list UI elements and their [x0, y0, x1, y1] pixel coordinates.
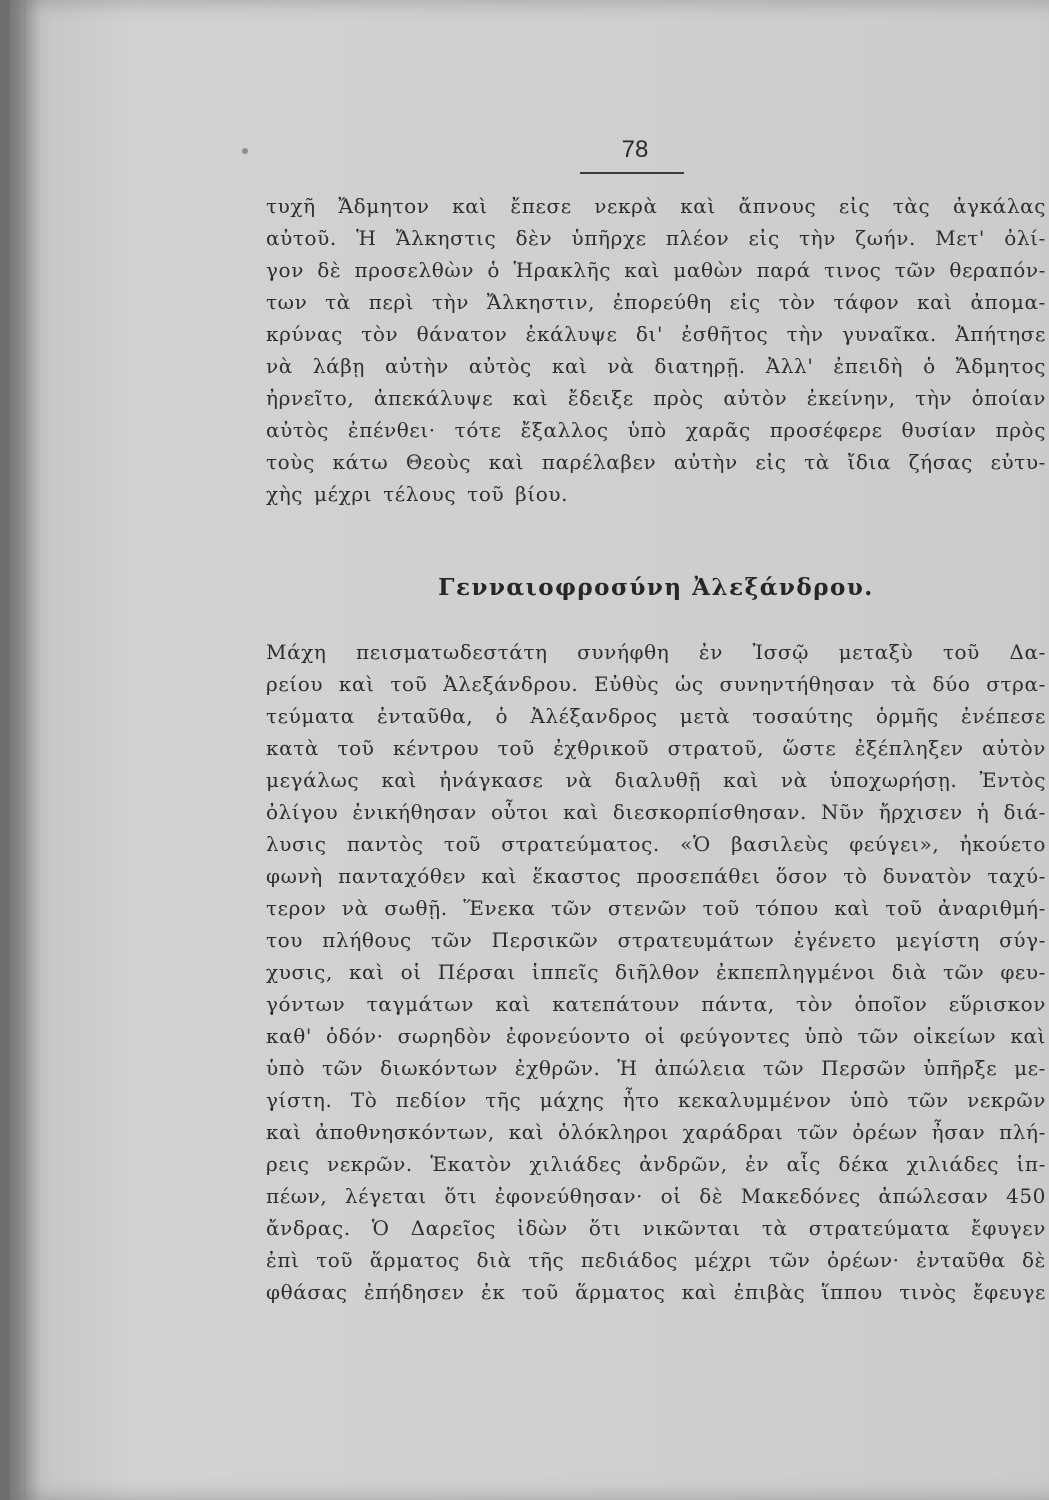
page-speck: [242, 148, 248, 154]
section-heading: Γενναιοφροσύνη Ἀλεξάνδρου.: [438, 574, 874, 601]
text-line: ἐπὶ τοῦ ἅρματος διὰ τῆς πεδιάδος μέχρι τῶν ὀρέων· ἐνταῦθα δὲ: [266, 1248, 1046, 1272]
text-line: χὴς μέχρι τέλους τοῦ βίου.: [266, 482, 569, 506]
text-line: μεγάλως καὶ ἠνάγκασε νὰ διαλυθῇ καὶ νὰ ὑποχωρήσῃ. Ἐντὸς: [266, 768, 1046, 792]
text-line: κρύνας τὸν θάνατον ἐκάλυψε δι' ἐσθῆτος τὴν γυναῖκα. Ἀπήτησε: [266, 322, 1046, 346]
text-line: ἠρνεῖτο, ἀπεκάλυψε καὶ ἔδειξε πρὸς αὐτὸν ἐκείνην, τὴν ὁποίαν: [266, 386, 1046, 410]
book-page: [10, 0, 1049, 1500]
text-line: ρείου καὶ τοῦ Ἀλεξάνδρου. Εὐθὺς ὡς συνηντήθησαν τὰ δύο στρα-: [266, 672, 1046, 696]
text-line: ἄνδρας. Ὁ Δαρεῖος ἰδὼν ὅτι νικῶνται τὰ στρατεύματα ἔφυγεν: [266, 1216, 1046, 1240]
paragraph-alcestis: [266, 190, 1046, 510]
text-line: χυσις, καὶ οἱ Πέρσαι ἱππεῖς διῆλθον ἐκπεπληγμένοι διὰ τῶν φευ-: [266, 960, 1046, 984]
text-line: αὐτοῦ. Ἡ Ἄλκηστις δὲν ὑπῆρχε πλέον εἰς τὴν ζωήν. Μετ' ὀλί-: [266, 226, 1046, 250]
text-line: καὶ ἀποθνησκόντων, καὶ ὁλόκληροι χαράδραι τῶν ὀρέων ἦσαν πλή-: [266, 1120, 1046, 1144]
page-number-underline: [580, 172, 684, 174]
text-line: πέων, λέγεται ὅτι ἐφονεύθησαν· οἱ δὲ Μακεδόνες ἀπώλεσαν 450: [266, 1184, 1046, 1208]
text-line: αὐτὸς ἐπένθει· τότε ἔξαλλος ὑπὸ χαρᾶς προσέφερε θυσίαν πρὸς: [266, 418, 1046, 442]
text-line: τοὺς κάτω Θεοὺς καὶ παρέλαβεν αὐτὴν εἰς τὰ ἴδια ζήσας εὐτυ-: [266, 450, 1046, 474]
text-line: νὰ λάβῃ αὐτὴν αὐτὸς καὶ νὰ διατηρῇ. Ἀλλ' ἐπειδὴ ὁ Ἄδμητος: [266, 354, 1046, 378]
text-line: τερον νὰ σωθῇ. Ἕνεκα τῶν στενῶν τοῦ τόπου καὶ τοῦ ἀναριθμή-: [266, 896, 1046, 920]
text-line: τεύματα ἐνταῦθα, ὁ Ἀλέξανδρος μετὰ τοσαύτης ὁρμῆς ἐνέπεσε: [266, 704, 1046, 728]
page-number: 78: [621, 136, 649, 163]
text-line: ρεις νεκρῶν. Ἑκατὸν χιλιάδες ἀνδρῶν, ἐν αἷς δέκα χιλιάδες ἱπ-: [266, 1152, 1046, 1176]
paragraph-alexander: [266, 636, 1046, 1308]
text-line: λυσις παντὸς τοῦ στρατεύματος. «Ὁ βασιλεὺς φεύγει», ἠκούετο: [266, 832, 1046, 856]
text-line: ὀλίγου ἐνικήθησαν οὗτοι καὶ διεσκορπίσθησαν. Νῦν ἤρχισεν ἡ διά-: [266, 800, 1046, 824]
text-line: του πλήθους τῶν Περσικῶν στρατευμάτων ἐγένετο μεγίστη σύγ-: [266, 928, 1046, 952]
text-line: φωνὴ πανταχόθεν καὶ ἕκαστος προσεπάθει ὅσον τὸ δυνατὸν ταχύ-: [266, 864, 1046, 888]
text-line: κατὰ τοῦ κέντρου τοῦ ἐχθρικοῦ στρατοῦ, ὥστε ἐξέπληξεν αὐτὸν: [266, 736, 1046, 760]
text-line: Μάχη πεισματωδεστάτη συνήφθη ἐν Ἰσσῷ μεταξὺ τοῦ Δα-: [266, 640, 1046, 664]
text-line: γίστη. Τὸ πεδίον τῆς μάχης ἦτο κεκαλυμμένον ὑπὸ τῶν νεκρῶν: [266, 1088, 1046, 1112]
text-line: τυχῆ Ἄδμητον καὶ ἔπεσε νεκρὰ καὶ ἄπνους εἰς τὰς ἀγκάλας: [266, 194, 1046, 218]
text-line: γόντων ταγμάτων καὶ κατεπάτουν πάντα, τὸν ὁποῖον εὕρισκον: [266, 992, 1046, 1016]
text-line: γον δὲ προσελθὼν ὁ Ἡρακλῆς καὶ μαθὼν παρά τινος τῶν θεραπόν-: [266, 258, 1046, 282]
text-line: των τὰ περὶ τὴν Ἄλκηστιν, ἐπορεύθη εἰς τὸν τάφον καὶ ἀπομα-: [266, 290, 1046, 314]
text-line: φθάσας ἐπήδησεν ἐκ τοῦ ἅρματος καὶ ἐπιβὰς ἵππου τινὸς ἔφευγε: [266, 1280, 1046, 1304]
text-line: καθ' ὁδόν· σωρηδὸν ἐφονεύοντο οἱ φεύγοντες ὑπὸ τῶν οἰκείων καὶ: [266, 1024, 1046, 1048]
page-gutter: [24, 0, 26, 1500]
text-line: ὑπὸ τῶν διωκόντων ἐχθρῶν. Ἡ ἀπώλεια τῶν Περσῶν ὑπῆρξε με-: [266, 1056, 1046, 1080]
